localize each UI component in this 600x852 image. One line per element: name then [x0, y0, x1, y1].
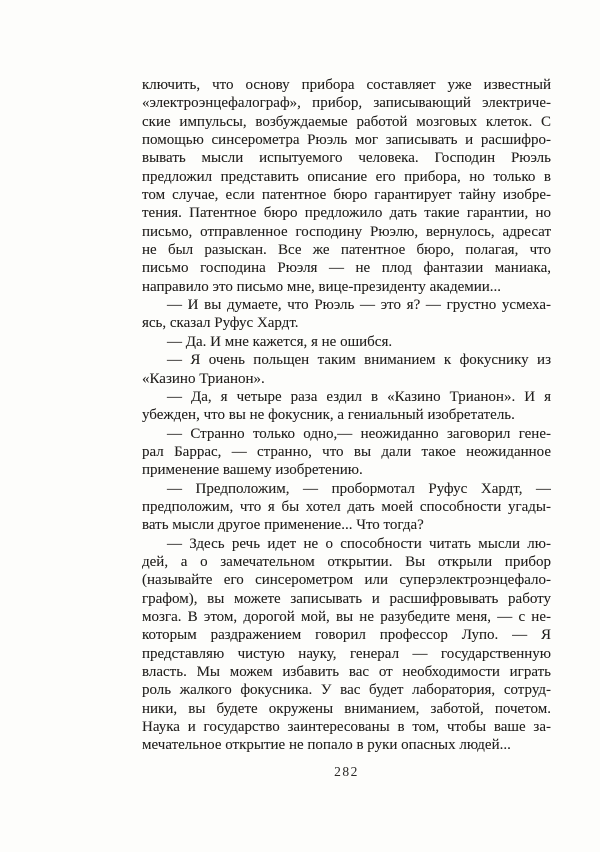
text-line: — Предположим, — пробормотал Руфус Хардт, —	[167, 480, 551, 497]
text-line: помощью синсерометра Рюэль мог записывать и расшифро-	[142, 132, 551, 149]
text-line: мозга. В этом, дорогой мой, вы не разубедите меня, — с не-	[142, 608, 551, 625]
text-line: не был разыскан. Все же патентное бюро, полагая, что	[142, 242, 551, 259]
text-line: «электроэнцефалограф», прибор, записывающий электриче-	[142, 95, 551, 112]
text-line: том случае, если патентное бюро гарантирует тайну изобре-	[142, 187, 551, 204]
text-line: письмо, отправленное господину Рюэлю, вернулось, адресат	[142, 223, 551, 240]
text-line: власть. Мы можем избавить вас от необходимости играть	[142, 664, 551, 680]
body-text	[142, 76, 551, 755]
text-line: представляю чистую науку, генерал — государственную	[142, 645, 551, 662]
text-line: ники, вы будете окружены вниманием, заботой, почетом.	[142, 700, 551, 717]
text-line: — И вы думаете, что Рюэль — это я? — грустно усмеха-	[167, 297, 551, 314]
text-line: направило это письмо мне, вице-президенту академии...	[142, 278, 502, 295]
text-line: тения. Патентное бюро предложило дать такие гарантии, но	[142, 205, 551, 222]
text-line: рал Баррас, — странно, что вы дали такое неожиданное	[142, 443, 551, 460]
text-line: применение вашему изобретению.	[142, 462, 363, 479]
text-line: вывать мысли испытуемого человека. Господин Рюэль	[142, 150, 551, 167]
text-line: «Казино Трианон».	[142, 370, 265, 387]
text-line: (называйте его синсерометром или суперэлектроэнцефало-	[142, 572, 551, 589]
text-line: предположим, что я бы хотел дать моей способности угады-	[142, 498, 551, 515]
text-line: — Да, я четыре раза ездил в «Казино Трианон». И я	[167, 388, 551, 405]
text-line: — Да. И мне кажется, я не ошибся.	[167, 333, 393, 350]
text-line: которым раздражением говорил профессор Лупо. — Я	[142, 627, 551, 644]
text-line: убежден, что вы не фокусник, а гениальный изобретатель.	[142, 407, 515, 424]
page-number: 282	[334, 764, 359, 779]
text-line: графом), вы можете записывать и расшифровывать работу	[142, 590, 551, 607]
text-line: письмо господина Рюэля — не плод фантазии маниака,	[142, 260, 551, 277]
text-line: предложил представить описание его прибора, но только в	[142, 168, 551, 185]
text-line: дей, а о замечательном открытии. Вы открыли прибор	[142, 553, 551, 570]
text-line: — Здесь речь идет не о способности читать мысли лю-	[167, 535, 551, 552]
text-line: Наука и государство заинтересованы в том, чтобы ваше за-	[142, 719, 551, 736]
text-line: ключить, что основу прибора составляет уже известный	[142, 77, 551, 93]
text-line: вать мысли другое применение... Что тогда?	[142, 517, 424, 534]
text-line: — Я очень польщен таким вниманием к фокуснику из	[167, 352, 551, 369]
text-line: ские импульсы, возбуждаемые работой мозговых клеток. С	[142, 113, 551, 130]
text-line: роль жалкого фокусника. У вас будет лаборатория, сотруд-	[142, 682, 551, 699]
text-line: — Странно только одно,— неожиданно заговорил гене-	[167, 425, 551, 442]
text-line: мечательное открытие не попало в руки опасных людей...	[142, 737, 511, 754]
text-line: ясь, сказал Руфус Хардт.	[142, 315, 299, 332]
